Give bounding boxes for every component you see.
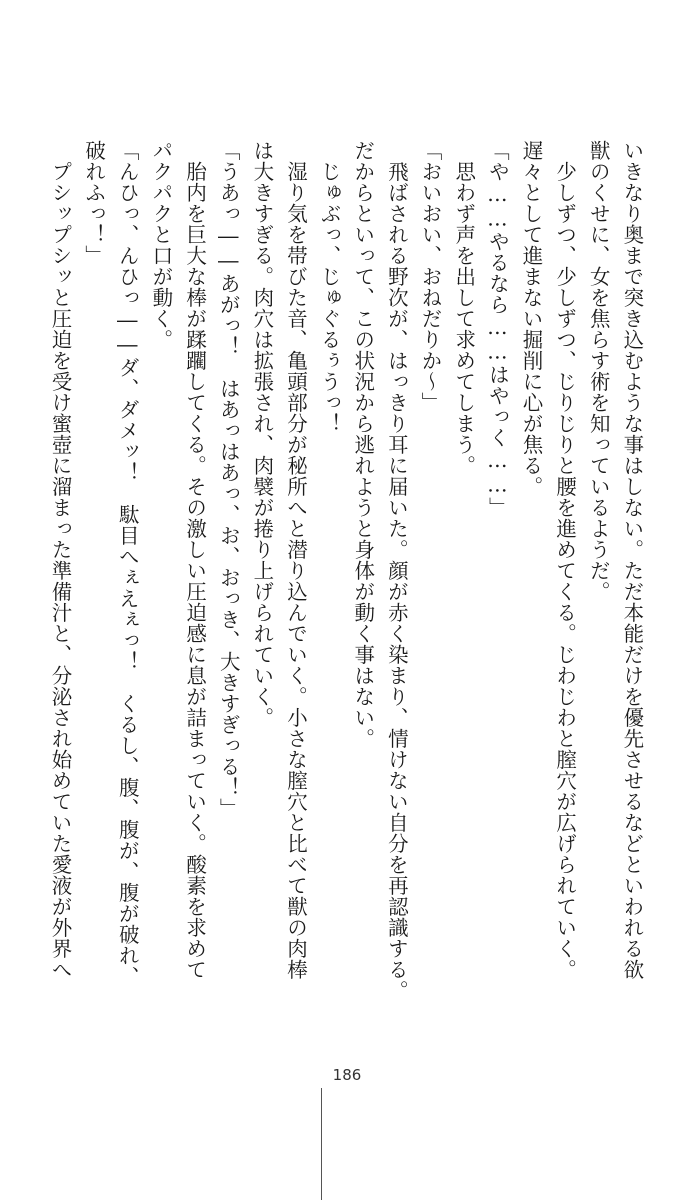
text-line: 少しずつ、少しずつ、じりじりと腰を進めてくる。じわじわと膣穴が広げられていく。: [552, 140, 577, 980]
page-number: 186: [332, 1066, 362, 1084]
folio-rule: [321, 1088, 322, 1200]
text-line: 飛ばされる野次が、はっきり耳に届いた。顔が赤く染まり、情けない自分を再認識する。: [384, 140, 409, 1001]
text-line: いきなり奥まで突き込むような事はしない。ただ本能だけを優先させるなどといわれる欲: [619, 140, 644, 980]
text-line: 破れふっ！」: [81, 140, 106, 266]
text-line: プシップシッと圧迫を受け蜜壺に溜まった準備汁と、分泌され始めていた愛液が外界へ: [48, 140, 72, 980]
text-line: 胎内を巨大な棒が蹂躙してくる。その激しい圧迫感に息が詰まっていく。酸素を求めて: [182, 140, 207, 980]
vertical-text-body: [46, 140, 646, 1020]
text-line: じゅぶっ、じゅぐるぅうっ！: [317, 140, 342, 434]
text-line: 思わず声を出して求めてしまう。: [451, 140, 476, 476]
text-line: 獣のくせに、女を焦らす術を知っているようだ。: [586, 140, 611, 602]
text-line: パクパクと口が動く。: [148, 140, 173, 350]
text-line: だからといって、この状況から逃れようと身体が動く事はない。: [350, 140, 375, 749]
text-line: 「うあっ――あがっ！ はあっはあっ、お、おっき、大きすぎっる！」: [216, 140, 241, 819]
text-line: は大きすぎる。肉穴は拡張され、肉襞が捲り上げられていく。: [249, 140, 274, 728]
text-line: 「や……やるなら……はやっく……」: [485, 140, 510, 518]
text-line: 「おいおい、おねだりか～」: [418, 140, 443, 413]
text-line: 「んひっ、んひっ――ダ、ダメッ！ 駄目へぇえぇっ！ くるし、腹、腹が、腹が破れ、: [115, 140, 140, 987]
text-line: 湿り気を帯びた音、亀頭部分が秘所へと潜り込んでいく。小さな膣穴と比べて獣の肉棒: [283, 140, 308, 980]
text-line: 遅々として進まない掘削に心が焦る。: [518, 140, 543, 497]
